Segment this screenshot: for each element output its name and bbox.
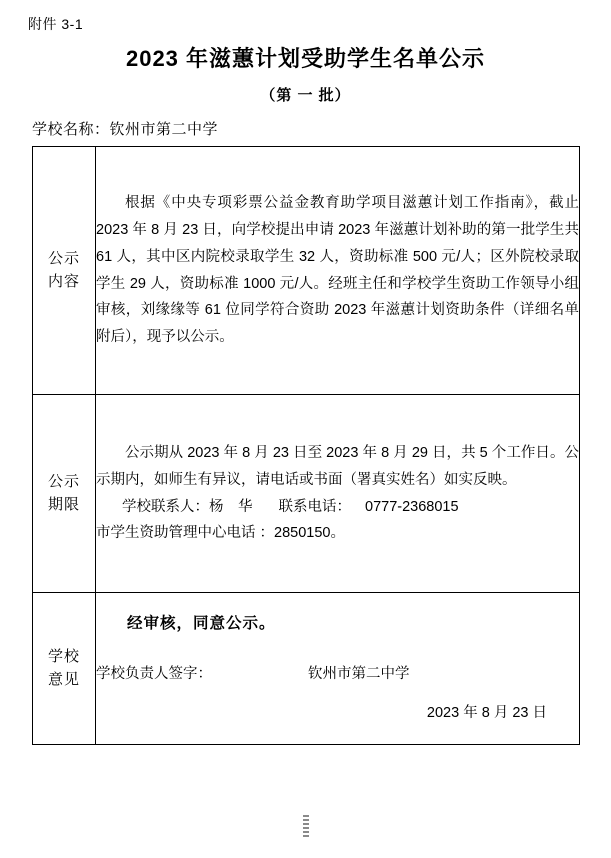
table-row-content [33,147,580,395]
school-name-label: 学校名称： [32,121,110,138]
row-body-opinion [96,593,580,745]
row-label-content-line1: 公示 [47,250,80,267]
contact-name: 杨 华 [209,498,253,515]
phone-number: 0777-2368015 [365,498,459,515]
phone-label: 联系电话： [278,498,351,515]
center-phone-label: 市学生资助管理中心电话 ： [96,525,275,542]
row-label-opinion [33,593,96,745]
table-row-period [33,395,580,593]
notice-content-text: 根据《中央专项彩票公益金教育助学项目滋蕙计划工作指南》，截止 2023 年 8 月 23 日，向学校提出申请 2023 年滋蕙计划补助的第一批学生共 61 人，其中区内院校录取学生 32 人，资助标准 500 元/人；区外院校录取学生 29 人，资助标准 1000 元/人。经班主任和学校学生资助工作领导小组审核，刘缘缘等 61 位同学符合资助 2023 年滋蕙计划资助条件（详细名单附后），现予以公示。 [96,195,579,346]
row-label-opinion-line1: 学校 [47,648,80,665]
row-body-period [96,395,580,593]
notice-period-text: 公示期从 2023 年 8 月 23 日至 2023 年 8 月 29 日，共 5 个工作日。公示期内，如师生有异议，请电话或书面（署真实姓名）如实反映。 [96,444,579,488]
page-subtitle: （第 一 批） [260,87,351,104]
row-label-opinion-line2: 意见 [47,670,80,688]
row-label-content [33,147,96,395]
footer-binding-mark [0,815,611,840]
school-name-value: 钦州市第二中学 [109,121,219,138]
school-name-line [32,118,218,139]
row-body-content [96,147,580,395]
center-phone-number: 2850150。 [274,525,345,542]
page-title: 2023 年滋蕙计划受助学生名单公示 [125,46,486,71]
signature-label: 学校负责人签字： [96,666,212,683]
row-label-period-line1: 公示 [47,473,80,490]
attachment-number: 附件 3-1 [28,16,84,32]
signature-line [96,661,579,688]
row-label-period [33,395,96,593]
row-label-content-line2: 内容 [47,272,80,290]
row-label-period-line2: 期限 [47,495,80,513]
opinion-heading: 经审核，同意公示。 [127,615,276,633]
notice-table [32,146,580,745]
contact-label: 学校联系人： [122,498,209,515]
table-row-opinion [33,593,580,745]
signature-organization: 钦州市第二中学 [308,666,410,683]
signature-date: 2023 年 8 月 23 日 [426,704,547,721]
notice-center-line [96,520,579,547]
notice-contact-line [96,494,579,521]
binding-mark-icon [303,815,309,837]
